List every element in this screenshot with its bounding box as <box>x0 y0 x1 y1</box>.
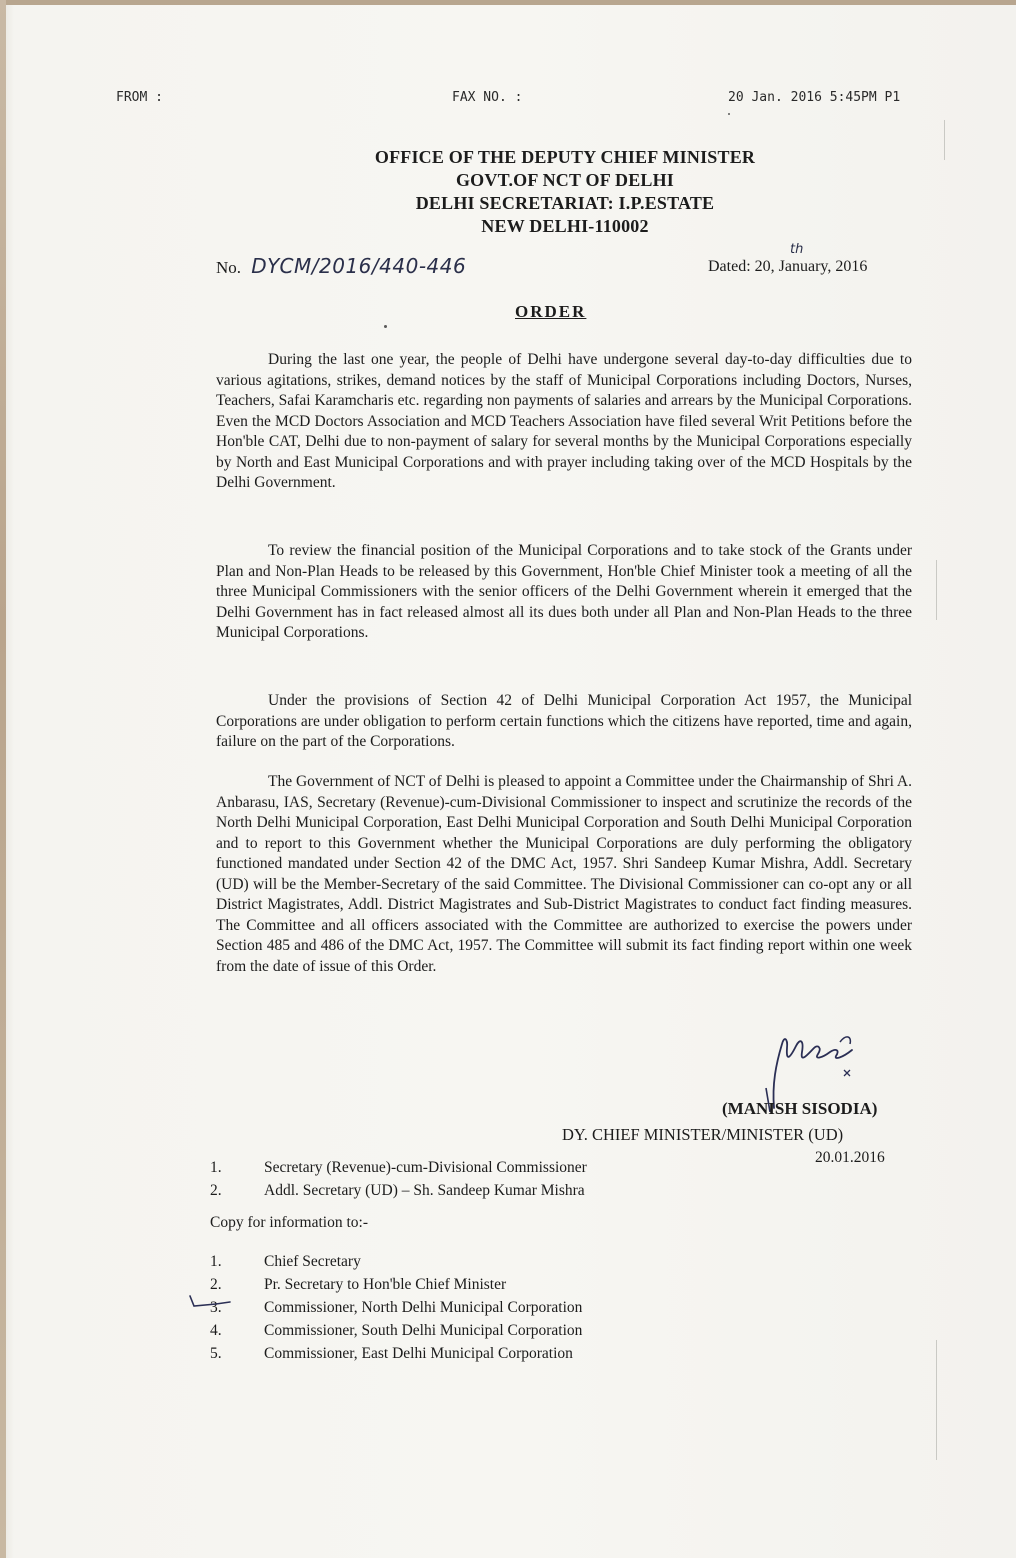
list-item-number: 5. <box>210 1345 222 1362</box>
page-left-edge <box>0 0 6 1558</box>
list-item-text: Secretary (Revenue)-cum-Divisional Commissioner <box>264 1159 587 1176</box>
list-item-text: Commissioner, East Delhi Municipal Corporation <box>264 1345 573 1362</box>
order-date <box>708 242 868 276</box>
fax-timestamp: 20 Jan. 2016 5:45PM P1 <box>728 90 901 105</box>
copy-for-information-label: Copy for information to:- <box>210 1214 368 1231</box>
fax-number-label: FAX NO. : <box>452 90 523 105</box>
list-item-number: 3. <box>210 1299 222 1316</box>
list-item-number: 1. <box>210 1159 222 1176</box>
office-line-3: DELHI SECRETARIAT: I.P.ESTATE <box>415 193 715 213</box>
fax-from-label: FROM : <box>116 90 163 105</box>
list-item-number: 4. <box>210 1322 222 1339</box>
order-date-text: Dated: 20, January, 2016 <box>708 258 868 275</box>
list-item-number: 1. <box>210 1253 222 1270</box>
order-date-superscript: th <box>790 242 804 257</box>
list-item-number: 2. <box>210 1182 222 1199</box>
page-top-edge <box>0 0 1016 5</box>
order-paragraph: The Government of NCT of Delhi is pleased to appoint a Committee under the Chairmanship of Shri A. Anbarasu, IAS, Secretary (Revenue)-cum-Divisional Commissioner to inspect and scrutinize the records of the North Delhi Municipal Corporation, East Delhi Municipal Corporation and South Delhi Municipal Corporation and to report to this Government whether the Municipal Corporations are duly performing the obligatory functioned mandated under Section 42 of the DMC Act, 1957. Shri Sandeep Kumar Mishra, Addl. Secretary (UD) will be the Member-Secretary of the said Committee. The Divisional Commissioner can co-opt any or all District Magistrates, Addl. District Magistrates and Sub-District Magistrates to conduct fact finding measures. The Committee and all officers associated with the Committee are authorized to exercise the powers under Section 485 and 486 of the DMC Act, 1957. The Committee will submit its fact finding report within one week from the date of issue of this Order. <box>216 773 912 975</box>
list-item-text: Commissioner, South Delhi Municipal Corporation <box>264 1322 583 1339</box>
scan-speck <box>728 113 730 115</box>
signatory-name: (MANISH SISODIA) <box>722 1099 878 1118</box>
list-item-text: Addl. Secretary (UD) – Sh. Sandeep Kumar Mishra <box>264 1182 585 1199</box>
margin-mark <box>936 560 937 620</box>
order-paragraph: During the last one year, the people of Delhi have undergone several day-to-day difficulties due to various agitations, strikes, demand notices by the staff of Municipal Corporations including Doctors, Nurses, Teachers, Safai Karamcharis etc. regarding non payments of salaries and arrears by the Municipal Corporations. Even the MCD Doctors Association and MCD Teachers Association have filed several Writ Petitions before the Hon'ble CAT, Delhi due to non-payment of salary for several months by the Municipal Corporations especially by North and East Municipal Corporations and with prayer including taking over of the MCD Hospitals by the Delhi Government. <box>216 351 912 491</box>
office-letterhead <box>300 146 830 238</box>
office-line-2: GOVT.OF NCT OF DELHI <box>455 170 675 190</box>
fax-header <box>0 90 1016 110</box>
order-paragraph: To review the financial position of the Municipal Corporations and to take stock of the Grants under Plan and Non-Plan Heads to be released by this Government, Hon'ble Chief Minister took a meeting of all the three Municipal Commissioners with the senior officers of the Delhi Government wherein it emerged that the Delhi Government has in fact released almost all its dues both under all Plan and Non-Plan Heads to the three Municipal Corporations. <box>216 542 912 641</box>
office-line-1: OFFICE OF THE DEPUTY CHIEF MINISTER <box>374 147 756 167</box>
signatory-designation: DY. CHIEF MINISTER/MINISTER (UD) <box>562 1125 844 1144</box>
margin-mark <box>936 1340 937 1460</box>
list-item-number: 2. <box>210 1276 222 1293</box>
signatory-date: 20.01.2016 <box>815 1149 885 1166</box>
office-line-4: NEW DELHI-110002 <box>481 216 649 236</box>
reference-handwritten-number: DYCM/2016/440-446 <box>251 254 467 278</box>
order-title: ORDER <box>515 302 587 321</box>
order-paragraph: Under the provisions of Section 42 of Delhi Municipal Corporation Act 1957, the Municipal Corporations are under obligation to perform certain functions which the citizens have reported, time and again, failure on the part of the Corporations. <box>216 692 912 750</box>
reference-label: No. <box>216 258 242 277</box>
handwritten-tick-mark <box>186 1290 246 1314</box>
margin-mark <box>944 120 945 160</box>
scan-speck <box>384 325 387 328</box>
list-item-text: Pr. Secretary to Hon'ble Chief Minister <box>264 1276 507 1293</box>
list-item-text: Commissioner, North Delhi Municipal Corporation <box>264 1299 583 1316</box>
list-item-text: Chief Secretary <box>264 1253 361 1270</box>
reference-number <box>216 254 466 278</box>
